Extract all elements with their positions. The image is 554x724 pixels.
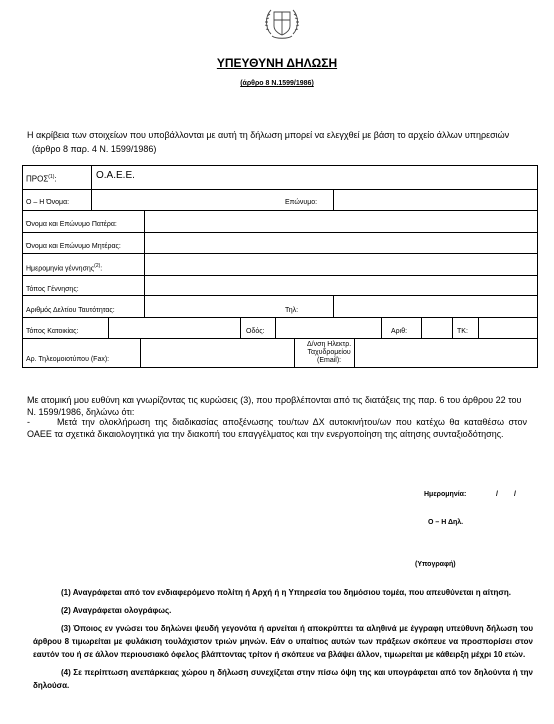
to-value: Ο.Α.Ε.Ε. [96, 170, 135, 181]
greek-coat-of-arms-icon [263, 4, 301, 44]
father-field[interactable] [144, 211, 537, 232]
form-row-id [23, 296, 537, 318]
residence-label: Τόπος Κατοικίας: [26, 328, 79, 335]
email-label [307, 341, 351, 365]
email-label-line-3: (Email): [317, 357, 342, 364]
street-field[interactable] [275, 318, 381, 338]
footnote-2: (2) Αναγράφεται ολογράφως. [61, 606, 172, 615]
declaration-dash: - [27, 417, 30, 427]
fax-field[interactable] [140, 339, 294, 368]
footnotes [33, 586, 533, 697]
declaration-body [27, 416, 527, 440]
intro-line-1: Η ακρίβεια των στοιχείων που υποβάλλονται με αυτή τη δήλωση μπορεί να ελεγχθεί με βάση το αρχείο άλλων υπηρεσιών [27, 130, 510, 140]
form-row-to [23, 166, 537, 190]
date-slash-1: / [496, 491, 498, 498]
zip-field[interactable] [478, 318, 537, 338]
mother-label: Όνομα και Επώνυμο Μητέρας: [26, 243, 121, 250]
footnote-4: (4) Σε περίπτωση ανεπάρκειας χώρου η δήλωση συνεχίζεται στην πίσω όψη της και υπογράφεται από τον δηλούντα ή την δηλούσα. [33, 668, 533, 690]
email-label-line-2: Ταχυδρομείου [307, 349, 351, 356]
form-row-address [23, 318, 537, 339]
father-label: Όνομα και Επώνυμο Πατέρα: [26, 221, 117, 228]
street-divider [381, 318, 382, 338]
footnote-3: (3) Όποιος εν γνώσει του δηλώνει ψευδή γεγονότα ή αρνείται ή αποκρύπτει τα αληθινά με έγγραφη υπεύθυνη δήλωση του άρθρου 8 τιμωρείται με φυλάκιση τουλάχιστον τριών μηνών. Εάν ο υπαίτιος αυτών των πράξεων σκόπευε να προσπορίσει στον εαυτόν του ή σε άλλον περιουσιακό όφελος βλάπτοντας τρίτον ή σκόπευε να βλάψει άλλον, τιμωρείται με κάθειρξη μέχρι 10 ετών. [33, 624, 533, 659]
declaration-form [22, 165, 538, 368]
form-row-birthdate [23, 254, 537, 276]
id-label: Αριθμός Δελτίου Ταυτότητας: [26, 307, 115, 314]
birthdate-label: Ημερομηνία γέννησης$^{(2)}$: [26, 263, 103, 273]
declarant-label: Ο – Η Δηλ. [428, 519, 464, 526]
form-row-fax [23, 339, 537, 368]
document-title: ΥΠΕΥΘΥΝΗ ΔΗΛΩΣΗ [216, 56, 338, 70]
form-row-mother [23, 233, 537, 254]
intro-line-2: (άρθρο 8 παρ. 4 Ν. 1599/1986) [32, 144, 157, 154]
zip-label: ΤΚ: [457, 328, 468, 335]
birthdate-field[interactable] [144, 254, 537, 275]
form-row-father [23, 211, 537, 233]
to-field[interactable] [91, 166, 537, 189]
fax-label: Αρ. Τηλεομοιοτύπου (Fax): [26, 356, 110, 363]
phone-label: Τηλ: [285, 307, 299, 314]
number-divider [452, 318, 453, 338]
surname-field[interactable] [333, 190, 537, 210]
birthplace-field[interactable] [144, 276, 537, 295]
form-row-birthplace [23, 276, 537, 296]
to-label: ΠΡΟΣ$^{(1)}$: [26, 174, 57, 184]
declaration-text: Μετά την ολοκλήρωση της διαδικασίας αποξένωσης του/των ΔΧ αυτοκινήτου/ων που κατέχω θα καταθέσω στον ΟΑΕΕ τα σχετικά δικαιολογητικά για την διακοπή του επαγγέλματος και την ενεργοποίηση της αίτησης συνταξιοδότησης. [27, 417, 527, 439]
phone-field[interactable] [333, 296, 537, 317]
footnote-1: (1) Αναγράφεται από τον ενδιαφερόμενο πολίτη ή Αρχή ή η Υπηρεσία του δημόσιου τομέα, που απευθύνεται η αίτηση. [61, 588, 511, 597]
document-subtitle: (άρθρο 8 Ν.1599/1986) [240, 80, 314, 87]
residence-field[interactable] [108, 318, 240, 338]
date-line [424, 491, 516, 498]
number-field[interactable] [421, 318, 452, 338]
name-field[interactable] [91, 190, 279, 210]
date-label: Ημερομηνία: [424, 491, 467, 498]
email-field[interactable] [354, 339, 537, 368]
signature-label: (Υπογραφή) [415, 561, 456, 568]
surname-label: Επώνυμο: [285, 199, 318, 206]
birthplace-label: Τόπος Γέννησης: [26, 286, 79, 293]
street-label: Οδός: [246, 328, 265, 335]
address-divider [240, 318, 241, 338]
id-field[interactable] [144, 296, 279, 317]
number-label: Αριθ: [391, 328, 408, 335]
mother-field[interactable] [144, 233, 537, 253]
email-label-line-1: Δ/νση Ηλεκτρ. [307, 341, 352, 348]
name-label: Ο – Η Όνομα: [26, 199, 70, 206]
fax-divider [294, 339, 295, 368]
date-slash-2: / [514, 491, 516, 498]
form-row-name [23, 190, 537, 211]
declaration-intro: Με ατομική μου ευθύνη και γνωρίζοντας τις κυρώσεις (3), που προβλέπονται από τις διατάξεις της παρ. 6 του άρθρου 22 του Ν. 1599/1986, δηλώνω ότι: [27, 395, 522, 417]
intro-text [27, 128, 537, 156]
